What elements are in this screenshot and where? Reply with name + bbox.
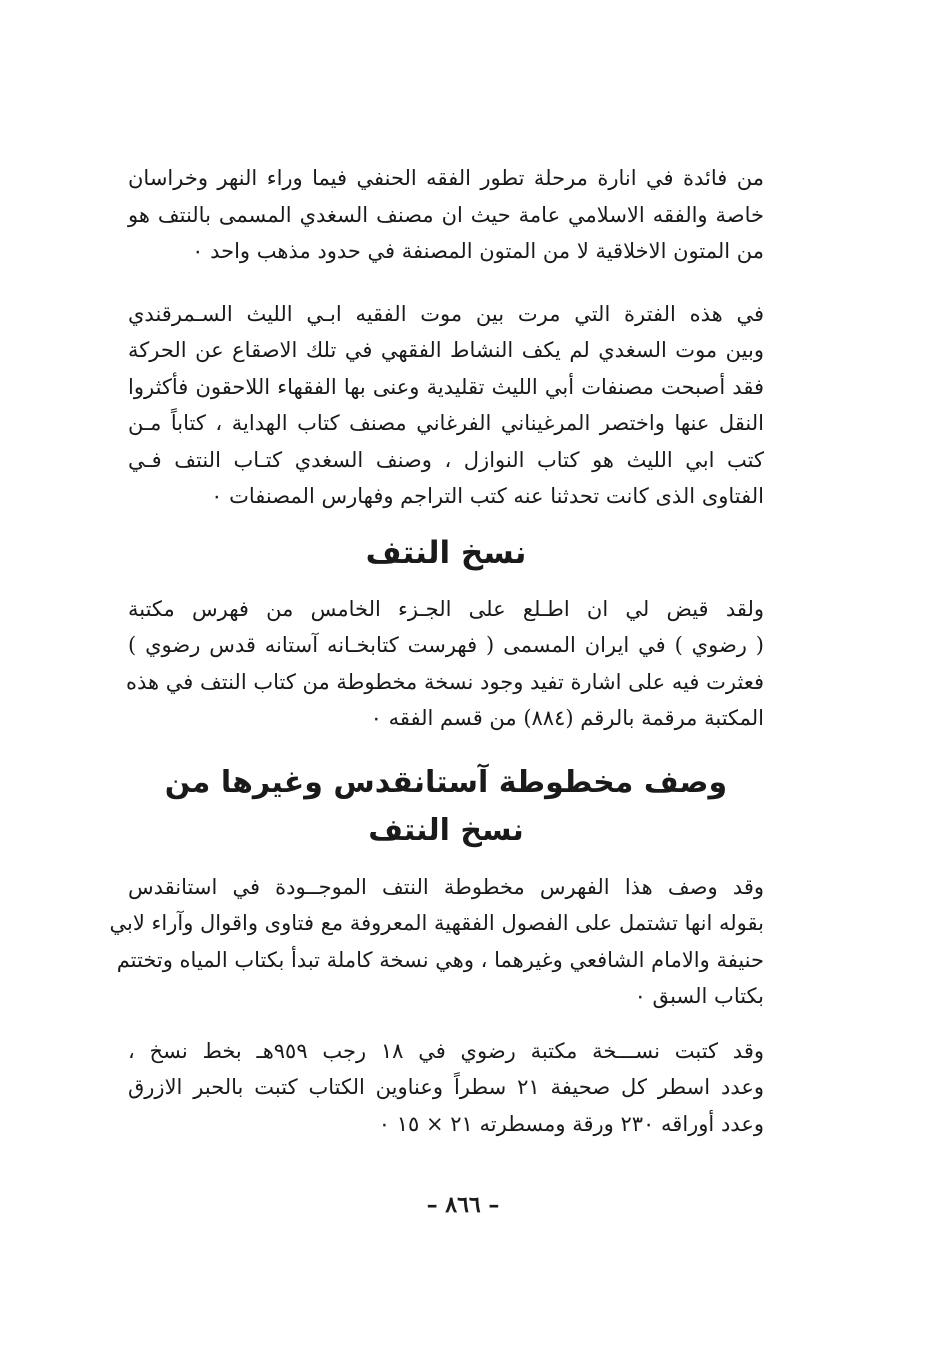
text-line: فقد أصبحت مصنفات أبي الليث تقليدية وعنى بها الفقهاء اللاحقون فأكثروا: [128, 374, 764, 399]
text-line: من المتون الاخلاقية لا من المتون المصنفة في حدود مذهب واحد ٠: [192, 239, 764, 263]
text-line: وعدد اسطر كل صحيفة ٢١ سطراً وعناوين الكتاب كتبت بالحبر الازرق: [128, 1075, 765, 1099]
text-line: وقد وصف هذا الفهرس مخطوطة النتف الموجــودة في استانقدس: [128, 874, 764, 899]
text-line: حنيفة والامام الشافعي وغيرهما ، وهي نسخة كاملة تبدأ بكتاب المياه وتختتم: [116, 947, 764, 972]
page-number: – ٨٦٦ –: [426, 1192, 500, 1218]
paragraph-intro: [128, 160, 764, 270]
text-line: كتب ابي الليث هو كتاب النوازل ، وصنف السغدي كتـاب النتف فـي: [128, 447, 764, 472]
text-line: وقد كتبت نســـخة مكتبة رضوي في ١٨ رجب ٩٥٩هـ بخط نسخ ،: [128, 1038, 764, 1063]
text-line: وبين موت السغدي لم يكف النشاط الفقهي في تلك الاصقاع عن الحركة: [128, 338, 764, 362]
text-line: ولقد قيض لي ان اطـلع على الجـزء الخامس من فهرس مكتبة: [128, 596, 764, 621]
text-line: النقل عنها واختصر المرغيناني الفرغاني مصنف كتاب الهداية ، كتاباً مـن: [128, 411, 764, 435]
text-line: في هذه الفترة التي مرت بين موت الفقيه ابـي الليث السـمرقندي: [128, 301, 764, 326]
paragraph-catalog: [128, 591, 764, 737]
text-line: من فائدة في انارة مرحلة تطور الفقه الحنفي فيما وراء النهر وخراسان: [128, 166, 764, 190]
text-line: بقوله انها تشتمل على الفصول الفقهية المعروفة مع فتاوى واقوال وآراء لابي: [109, 911, 764, 935]
paragraph-description: [109, 869, 764, 1015]
text-line: وعدد أوراقه ٢٣٠ ورقة ومسطرته ٢١ × ١٥ ٠: [378, 1111, 764, 1136]
paragraph-period: [128, 296, 764, 515]
section-heading-manuscript: وصف مخطوطة آستانقدس وغيرها من نسخ النتف: [164, 764, 728, 848]
text-line: ( رضوي ) في ايران المسمى ( فهرست كتابخـانه آستانه قدس رضوي ): [128, 633, 764, 657]
text-line: الفتاوى الذى كانت تحدثنا عنه كتب التراجم وفهارس المصنفات ٠: [211, 484, 764, 508]
page-body: [109, 160, 765, 1142]
text-line: المكتبة مرقمة بالرقم (٨٨٤) من قسم الفقه ٠: [370, 706, 764, 730]
text-line: فعثرت فيه على اشارة تفيد وجود نسخة مخطوطة من كتاب النتف في هذه: [126, 669, 764, 694]
text-line: بكتاب السبق ٠: [634, 984, 764, 1008]
paragraph-copy-details: [128, 1033, 764, 1143]
text-line: خاصة والفقه الاسلامي عامة حيث ان مصنف السغدي المسمى بالنتف هو: [128, 202, 764, 227]
section-heading-copies: نسخ النتف: [365, 534, 527, 571]
